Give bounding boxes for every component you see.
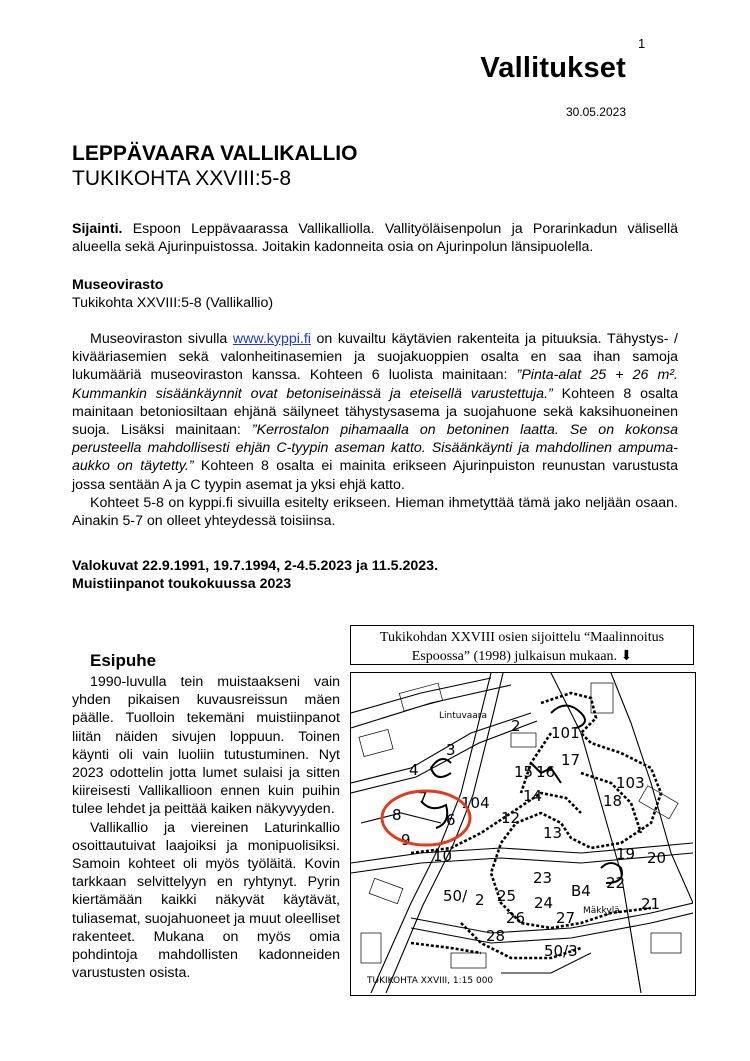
map-caption: Tukikohdan XXVIII osien sijoittelu “Maalinnoitus Espoossa” (1998) julkaisun mukaan. ⬇	[350, 625, 694, 665]
quote-caves: ”Pinta-alat 25 + 26 m². Kummankin sisäänkäynnit ovat betoniseinässä ja eteisellä varustettuja.”	[72, 367, 678, 402]
body-text-segment: Kohteen 8 osalta ei mainita erikseen Ajurinpuiston reunustan varustusta jossa sentään A ja C tyypin asemat ja yksi ehjä katto.	[72, 458, 678, 493]
svg-text:22: 22	[606, 874, 626, 892]
body-text-segment: Museoviraston sivulla	[90, 331, 233, 347]
document-date: 30.05.2023	[565, 105, 626, 119]
svg-text:25: 25	[497, 887, 517, 905]
svg-text:50/: 50/	[443, 887, 468, 905]
body-paragraph-1	[72, 330, 678, 494]
document-title: Vallitukset	[480, 52, 626, 84]
map-figure	[350, 672, 696, 996]
body-paragraph-2: Kohteet 5-8 on kyppi.fi sivuilla esitelty erikseen. Hieman ihmetyttää tämä jako neljään osaan. Ainakin 5-7 on olleet yhteydessä toisiinsa.	[72, 494, 678, 530]
svg-text:103: 103	[616, 774, 645, 792]
photos-line: Valokuvat 22.9.1991, 19.7.1994, 2-4.5.2023 ja 11.5.2023.	[72, 558, 439, 574]
preface-text	[72, 673, 340, 982]
svg-text:101: 101	[551, 724, 580, 742]
svg-text:9: 9	[401, 831, 411, 849]
svg-text:18: 18	[603, 792, 623, 810]
svg-text:20: 20	[647, 849, 667, 867]
svg-text:2: 2	[475, 891, 485, 909]
svg-text:27: 27	[556, 909, 576, 927]
location-paragraph	[72, 220, 678, 256]
svg-text:50/3: 50/3	[544, 942, 578, 960]
location-text: Espoon Leppävaarassa Vallikalliolla. Vallityöläisenpolun ja Porarinkadun välisellä alueella sekä Ajurinpuistossa. Joitakin kadonneita osia on Ajurinpolun länsipuolella.	[72, 221, 678, 256]
svg-text:21: 21	[641, 895, 661, 913]
kyppi-link[interactable]: www.kyppi.fi	[232, 331, 311, 347]
sub-heading: TUKIKOHTA XXVIII:5-8	[72, 167, 292, 190]
svg-text:17: 17	[561, 751, 581, 769]
svg-text:19: 19	[616, 845, 636, 863]
svg-text:104: 104	[461, 794, 490, 812]
svg-text:24: 24	[534, 894, 554, 912]
svg-text:15: 15	[514, 763, 534, 781]
svg-text:3: 3	[446, 741, 456, 759]
museovirasto-label: Museovirasto	[72, 277, 164, 293]
svg-text:13: 13	[543, 824, 563, 842]
preface-paragraph-1: 1990-luvulla tein muistaakseni vain yhden pikaisen kuvausreissun mäen päälle. Tuolloin tekemäni muistiinpanot liitän näiden sivujen loppuun. Toinen käynti oli vain luoliin tutustuminen. Nyt 2023 odottelin jotta lumet sulaisi ja sitten kiireisesti Vallikallioon ennen kuin puihin tulee lehdet ja peittää kaiken näkyvyyden.	[72, 674, 340, 818]
page-number: 1	[638, 36, 646, 51]
svg-text:28: 28	[486, 927, 506, 945]
museovirasto-text: Tukikohta XXVIII:5-8 (Vallikallio)	[72, 295, 274, 312]
svg-text:10: 10	[433, 847, 453, 865]
map-drawing	[351, 673, 693, 993]
svg-text:B4: B4	[571, 882, 591, 900]
main-heading: LEPPÄVAARA VALLIKALLIO	[72, 142, 358, 165]
preface-heading: Esipuhe	[90, 651, 157, 670]
body-text	[72, 330, 678, 530]
svg-text:2: 2	[511, 717, 521, 735]
museovirasto-block	[72, 276, 678, 312]
place-lintuvaara: Lintuvaara	[439, 711, 488, 721]
map-footer-label: TUKIKOHTA XXVIII, 1:15 000	[367, 976, 494, 986]
svg-text:14: 14	[523, 787, 543, 805]
place-makkyla: Mäkkylä	[583, 906, 620, 916]
preface-paragraph-2: Vallikallio ja viereinen Laturinkallio osoittautuivat laajoiksi ja monipuolisiksi. Samoin kohteet oli myös työläitä. Kovin tarkkaan selvittelyyn en ryhtynyt. Pyrin kiertämään kaikki näkyvät käytävät, tuliasemat, suojahuoneet ja muut oleelliset rakenteet. Mukana on myös omia pohdintoja mahdollisten kadonneiden varustusten osista.	[72, 819, 340, 982]
svg-text:16: 16	[536, 763, 556, 781]
quote-slab: ”Kerrostalon pihamaalla on betoninen laatta. Se on kokonsa perusteella mahdollisesti ehjän C-tyypin aseman katto. Sisäänkäynti ja mahdollinen ampuma-aukko on täytetty.”	[72, 422, 678, 475]
body-text-segment: on kuvailtu käytävien rakenteita ja pituuksia. Tähystys- / kivääriasemien sekä valonheitinasemien ja suojakuoppien osalta en saa ihan samoja lukumääriä museoviraston kanssa. Kohteen 6 luolista mainitaan:	[72, 331, 678, 384]
svg-text:26: 26	[506, 909, 526, 927]
location-label: Sijainti.	[72, 221, 123, 237]
svg-text:23: 23	[533, 869, 553, 887]
svg-text:6: 6	[446, 811, 456, 829]
svg-text:8: 8	[392, 806, 402, 824]
svg-text:7: 7	[418, 789, 428, 807]
svg-text:4: 4	[409, 761, 419, 779]
body-text-segment: Kohteen 8 osalta mainitaan betoniosiltaan ehjänä säilyneet tähystysasema ja suojahuone sekä kaksihuoneinen suoja. Lisäksi mainitaan:	[72, 385, 679, 439]
notes-line: Muistiinpanot toukokuussa 2023	[72, 576, 292, 592]
svg-text:12: 12	[501, 809, 521, 827]
